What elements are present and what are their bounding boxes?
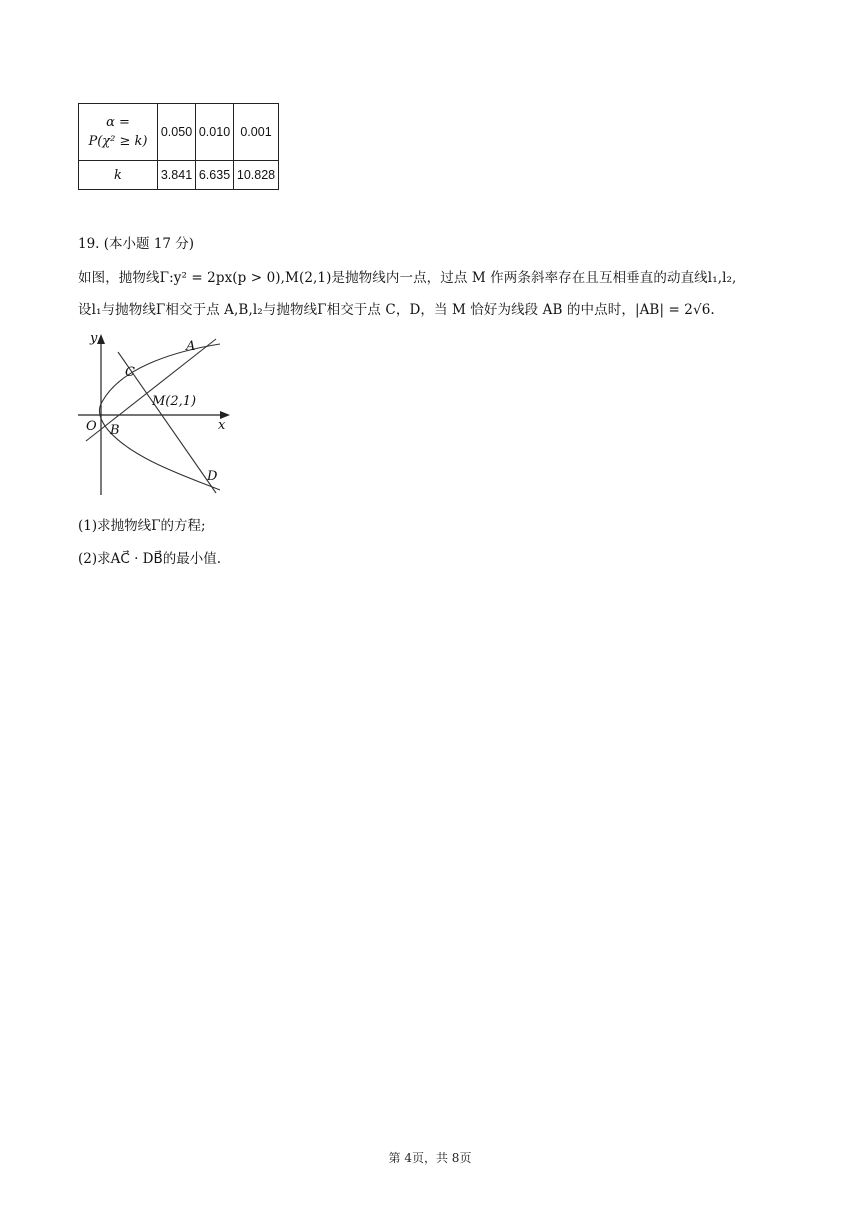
page-footer: 第 4页，共 8页 [388,1151,472,1165]
origin-label: O [86,419,97,434]
alpha-value-cell: 0.001 [234,104,279,161]
point-d-label: D [207,469,218,484]
k-value-cell: 10.828 [234,161,279,190]
parabola-curve [100,344,220,490]
point-c-label: C [125,365,135,380]
question-2: (2)求AC⃗ · DB⃗的最小值. [78,551,222,567]
x-axis-label: x [218,418,226,433]
y-axis-arrow [97,334,105,344]
k-value-cell: 6.635 [196,161,234,190]
question-1: (1)求抛物线Γ的方程; [78,518,206,534]
table-row [79,161,279,190]
line-l1 [86,339,216,441]
point-m-label: M(2,1) [152,394,197,409]
critical-value-table-wrapper [78,103,279,190]
k-value-cell: 3.841 [158,161,196,190]
y-axis-label: y [90,331,98,346]
point-b-label: B [110,423,120,438]
alpha-header-line1: α = [106,114,130,130]
table-row [79,104,279,161]
problem-text-line2: 设l₁与抛物线Γ相交于点 A,B,l₂与抛物线Γ相交于点 C，D，当 M 恰好为线段 AB 的中点时，|AB| = 2√6. [78,302,715,318]
parabola-figure [72,330,242,500]
alpha-value-cell: 0.010 [196,104,234,161]
point-a-label: A [186,339,196,354]
alpha-header-line2: P(χ² ≥ k) [88,134,148,149]
k-header-cell: k [79,161,158,190]
problem-text-line1: 如图，抛物线Γ:y² = 2px(p > 0),M(2,1)是抛物线内一点，过点 M 作两条斜率存在且互相垂直的动直线l₁,l₂, [78,270,737,286]
critical-value-table [78,103,279,190]
alpha-value-cell: 0.050 [158,104,196,161]
alpha-header-cell [79,104,158,161]
problem-number: 19. (本小题 17 分) [78,236,195,252]
